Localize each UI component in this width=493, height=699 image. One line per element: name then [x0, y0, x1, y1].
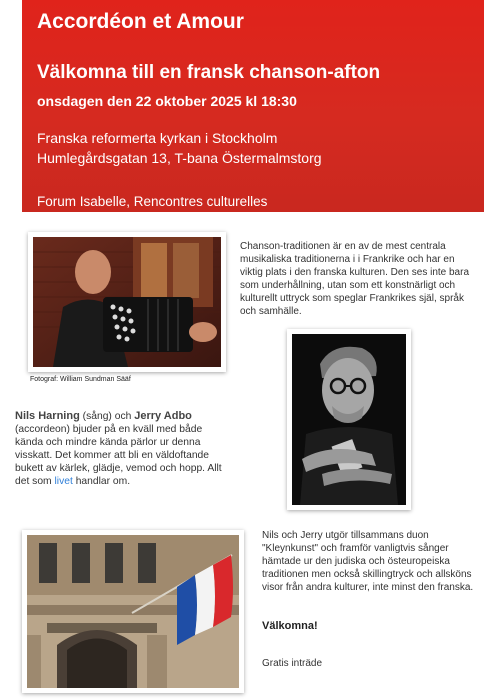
organizer: Forum Isabelle, Rencontres culturelles [37, 194, 268, 209]
livet-link[interactable]: livet [54, 476, 73, 487]
venue-name: Franska reformerta kyrkan i Stockholm [37, 130, 278, 146]
performers-description: (accordeon) bjuder på en kväll med både kända och mindre kända pärlor ur denna visskatt. Det kommer att bli en väldoftande bukett av kärlek, glädje, vemod och hopp. Allt det som [15, 424, 222, 487]
intro-paragraph: Chanson-traditionen är en av de mest centrala musikaliska traditionerna i i Frankrike och har en viktig plats i den franska kulturen. Den ses inte bara som underhållning, utan som ett konstnärligt och kulturellt uttryck som speglar Frankrikes själ, språk och samhälle. [240, 241, 470, 318]
church-photo [22, 530, 244, 693]
accordionist-photo [28, 232, 226, 372]
photo-credit: Fotograf: William Sundman Sääf [30, 376, 131, 383]
header-banner [22, 0, 484, 212]
singer-photo [287, 329, 411, 510]
church-image [27, 535, 239, 688]
welcome-text: Välkomna! [262, 620, 318, 632]
conjunction: och [114, 411, 132, 422]
performers-paragraph [15, 410, 230, 488]
performers-description-end: handlar om. [75, 476, 131, 487]
event-subtitle: Välkomna till en fransk chanson-afton [37, 62, 381, 83]
free-entry-text: Gratis inträde [262, 658, 323, 669]
event-date: onsdagen den 22 oktober 2025 kl 18:30 [37, 93, 297, 109]
performer-name-1: Nils Harning [15, 410, 80, 422]
performer-name-2: Jerry Adbo [134, 410, 192, 422]
event-title: Accordéon et Amour [37, 10, 244, 33]
performer-role-1: (sång) [82, 411, 112, 422]
duo-paragraph: Nils och Jerry utgör tillsammans duon "Kleynkunst" och framför vanligtvis sånger hämtade ur den judiska och östeuropeiska traditionen men också skillingtryck och allsköns visor från andra kulturer, inte minst den franska. [262, 530, 474, 594]
venue-address: Humlegårdsgatan 13, T-bana Östermalmstorg [37, 150, 322, 166]
accordionist-image [33, 237, 221, 367]
singer-image [292, 334, 406, 505]
